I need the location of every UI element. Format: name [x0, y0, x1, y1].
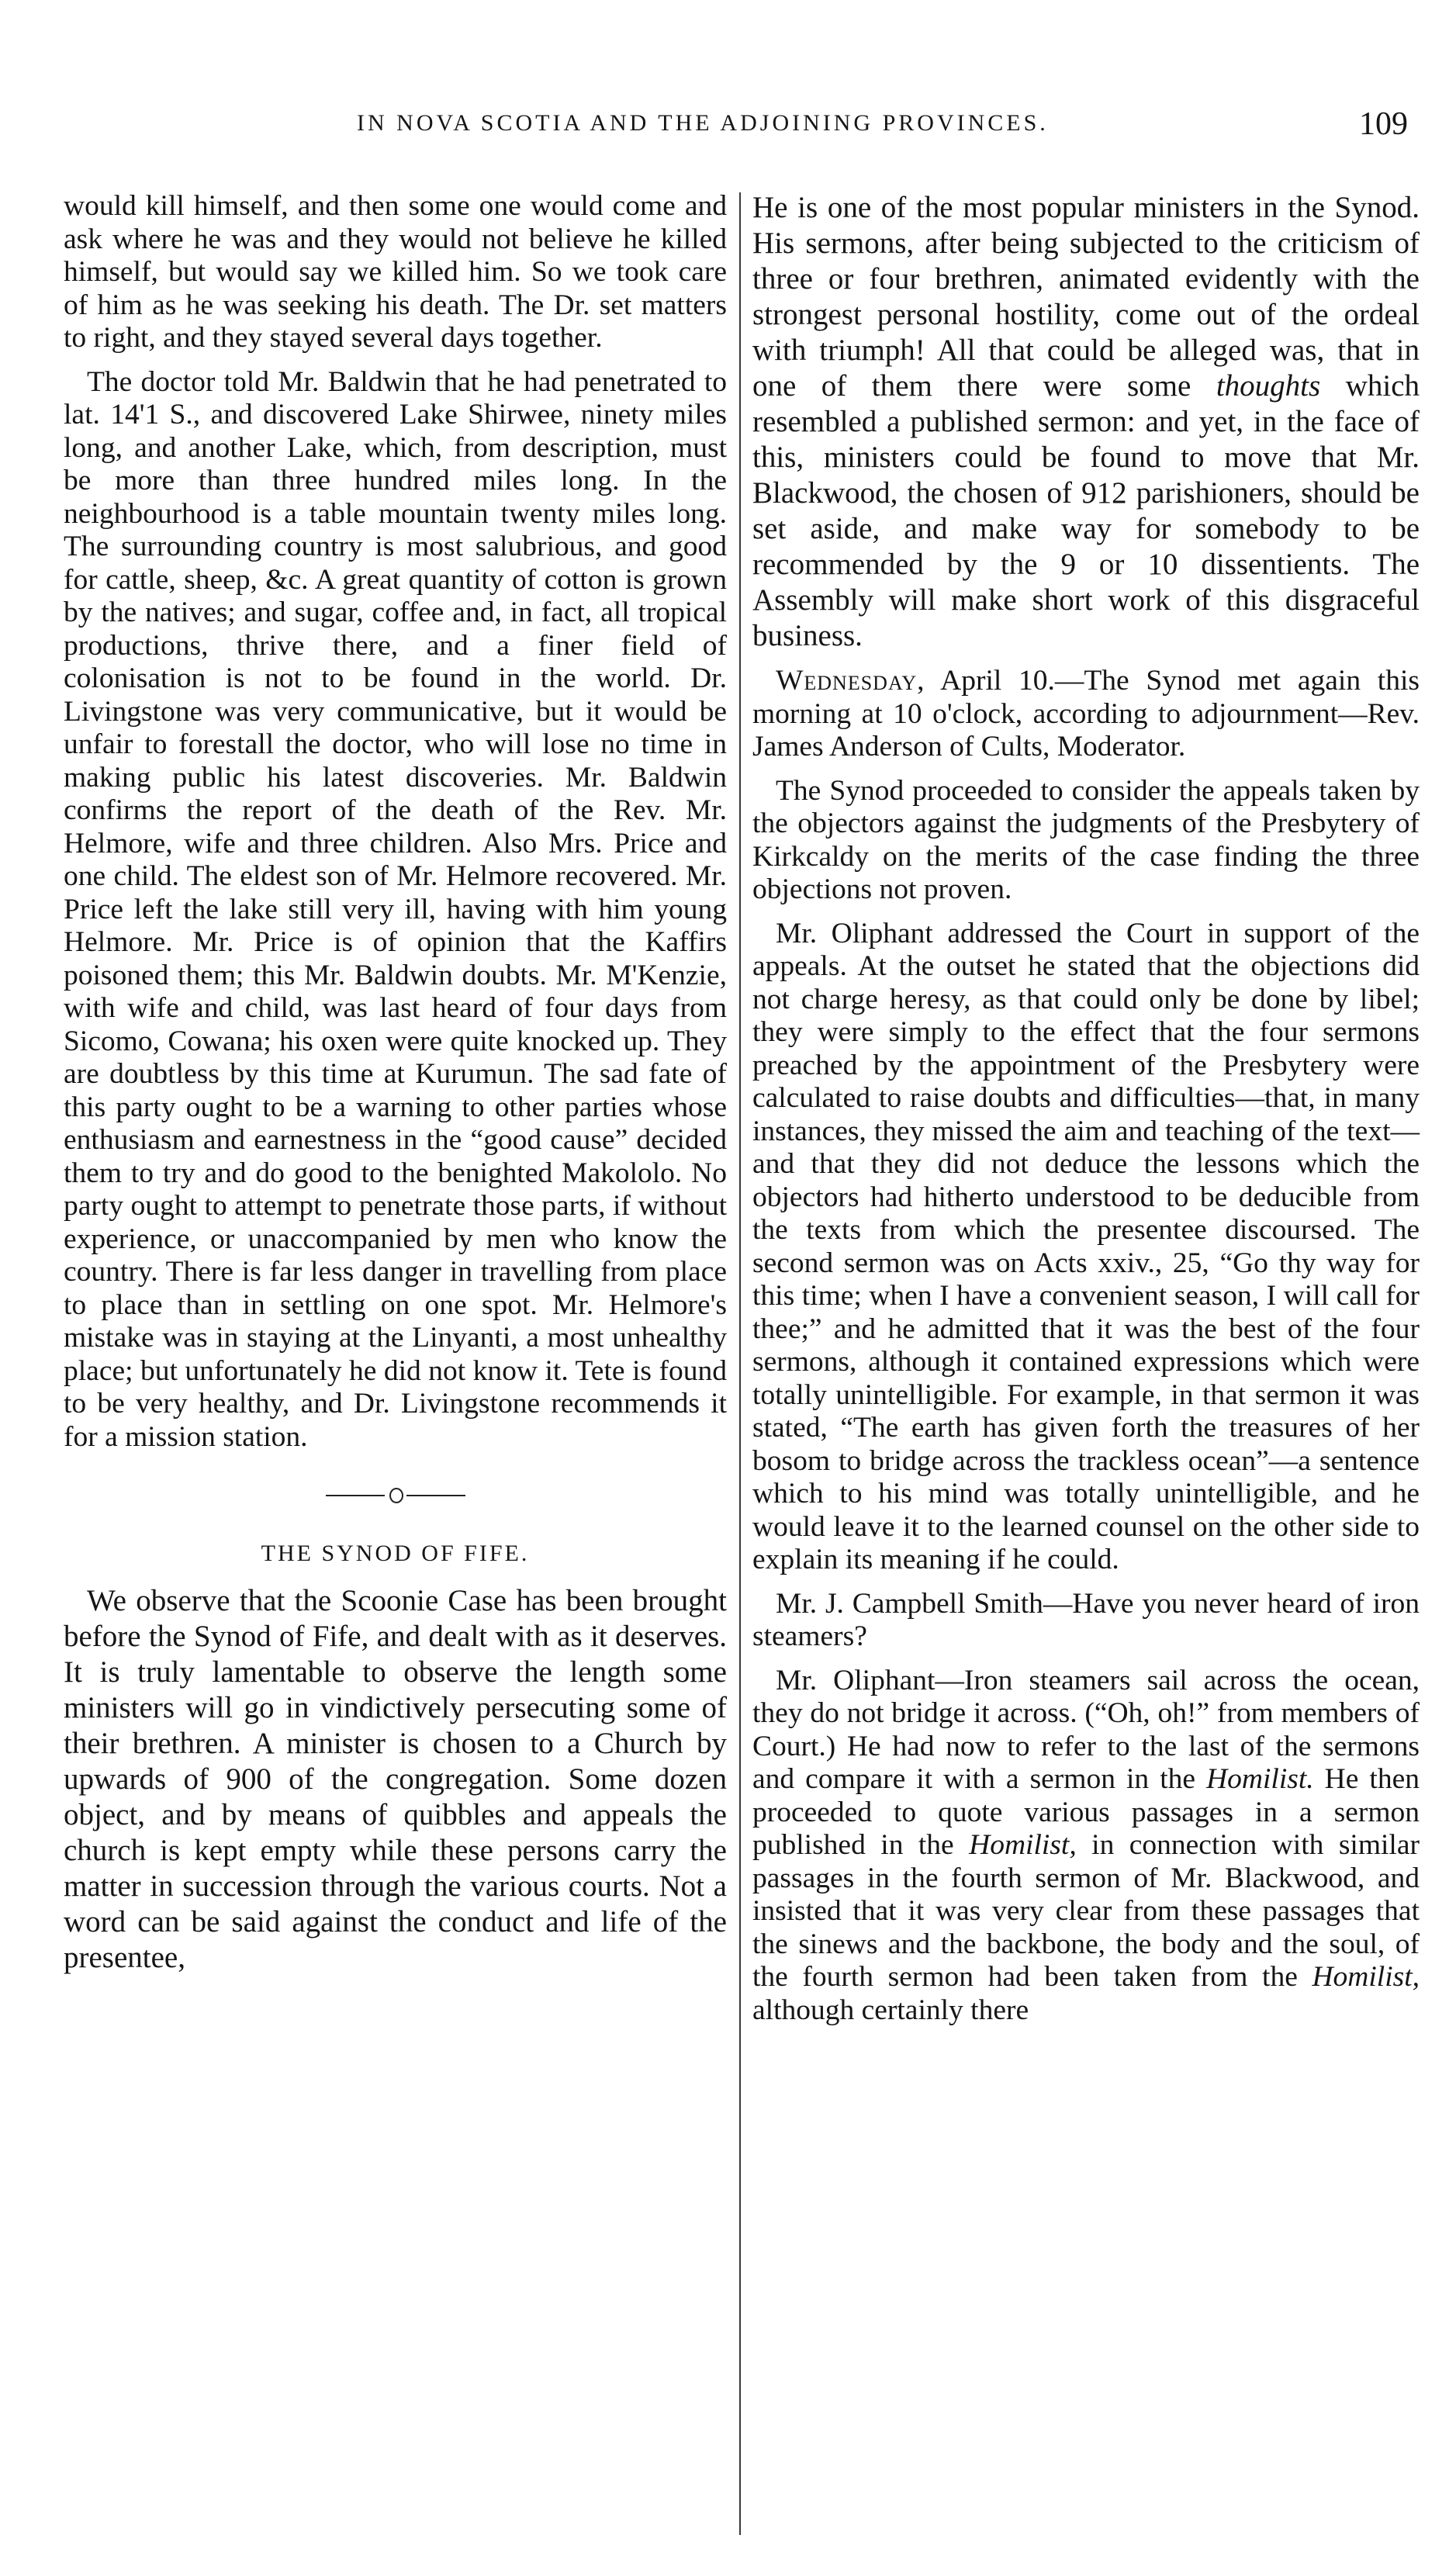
text-run: He is one of the most popular ministers in the Synod. His sermons, after being subjected to the criticism of three or four brethren, animated evidently with the strongest personal hostility, come out of the ordeal with triumph! All that could be alleged was, that in one of them there were some	[752, 191, 1420, 403]
article-paragraph: The doctor told Mr. Baldwin that he had penetrated to lat. 14'1 S., and discovered Lake Shirwee, ninety miles long, and another Lake, which, from description, must be more than three hundred miles long. In the neighbourhood is a table mountain twenty miles long. The surrounding country is most salubrious, and good for cattle, sheep, &c. A great quantity of cotton is grown by the natives; and sugar, coffee and, in fact, all tropical productions, thrive there, and a finer field of colonisation is not to be found in the world. Dr. Livingstone was very communicative, but it would be unfair to forestall the doctor, who will lose no time in making public his latest discoveries. Mr. Baldwin confirms the report of the death of the Rev. Mr. Helmore, wife and three children. Also Mrs. Price and one child. The eldest son of Mr. Helmore recovered. Mr. Price left the lake still very ill, having with him young Helmore. Mr. Price is of opinion that the Kaffirs poisoned them; this Mr. Baldwin doubts. Mr. M'Kenzie, with wife and child, was last heard of four days from Sicomo, Cowana; his oxen were quite knocked up. They are doubtless by this time at Kurumun. The sad fate of this party ought to be a warning to other parties whose enthusiasm and earnestness in the “good cause” decided them to try and do good to the benighted Makololo. No party ought to attempt to penetrate those parts, if without experience, or unaccompanied by men who know the country. There is far less danger in travelling from place to place than in settling on one spot. Mr. Helmore's mistake was in staying at the Linyanti, a most unhealthy place; but unfortunately he did not know it. Tete is found to be very healthy, and Dr. Livingstone recommends it for a mission station.	[64, 365, 727, 1453]
separator-rule	[326, 1495, 385, 1496]
article-paragraph: The Synod proceeded to consider the appeals taken by the objectors against the judgments of the Presbytery of Kirkcaldy on the merits of the case finding the three objections not proven.	[752, 774, 1420, 905]
text-run: Mr. Oliphant—Iron steamers sail across the ocean, they do not bridge it across. (“Oh, oh!” from members of Court.) He had now to refer to the last of the sermons and compare it with a sermon in the	[752, 1664, 1420, 1795]
date-heading: Wednesday,	[776, 665, 925, 697]
article-paragraph	[752, 1665, 1420, 2028]
separator-rule	[406, 1495, 465, 1496]
italic-text: thoughts	[1216, 369, 1321, 403]
section-separator	[326, 1486, 465, 1505]
article-paragraph	[752, 190, 1420, 654]
text-run: although certainly there	[752, 1994, 1029, 2026]
article-paragraph: We observe that the Scoonie Case has been brought before the Synod of Fife, and dealt with as it deserves. It is truly lamentable to observe the length some ministers will go in vindictively persecuting some of their brethren. A minister is chosen to a Church by upwards of 900 of the congregation. Some dozen object, and by means of quibbles and appeals the church is kept empty while these persons carry the matter in succession through the various courts. Not a word can be said against the conduct and life of the presentee,	[64, 1583, 727, 1974]
running-head	[0, 106, 1456, 157]
italic-text: Homilist,	[969, 1829, 1077, 1861]
section-heading: THE SYNOD OF FIFE.	[261, 1541, 530, 1566]
italic-text: Homilist,	[1312, 1961, 1420, 1993]
article-paragraph	[752, 665, 1420, 764]
text-run: in connection with similar passages in the fourth sermon of Mr. Blackwood, and insisted that it was very clear from these passages that the sinews and the backbone, the body and the soul, of the fourth sermon had been taken from the	[752, 1829, 1420, 1993]
page-number: 109	[1359, 106, 1408, 142]
text-run: April 10.—The Synod met again this morning at 10 o'clock, according to adjournment—Rev. James Anderson of Cults, Moderator.	[752, 665, 1420, 763]
article-paragraph: Mr. J. Campbell Smith—Have you never heard of iron steamers?	[752, 1587, 1420, 1652]
text-run: He then proceeded to quote various passages in a sermon published in the	[752, 1763, 1420, 1861]
italic-text: Homilist.	[1206, 1763, 1314, 1795]
article-paragraph: Mr. Oliphant addressed the Court in support of the appeals. At the outset he stated that the objections did not charge heresy, as that could only be done by libel; they were simply to the effect that the four sermons preached by the appointment of the Presbytery were calculated to raise doubts and difficulties—that, in many instances, they missed the aim and teaching of the text—and that they did not deduce the lessons which the objectors had hitherto understood to be deducible from the texts from which the presentee discoursed. The second sermon was on Acts xxiv., 25, “Go thy way for this time; when I have a convenient season, I will call for thee;” and he admitted that it was the best of the four sermons, although it contained expressions which were totally unintelligible. For example, in that sermon it was stated, “The earth has given forth the treasures of her bosom to bridge across the trackless ocean”—a sentence which to his mind was totally unintelligible, and he would leave it to the learned counsel on the other side to explain its meaning if he could.	[752, 917, 1420, 1575]
column-divider	[739, 192, 741, 2535]
left-column	[64, 190, 727, 1987]
separator-ornament	[389, 1488, 403, 1503]
article-paragraph: would kill himself, and then some one would come and ask where he was and they would not believe he killed himself, but would say we killed him. So we took care of him as he was seeking his death. The Dr. set matters to right, and they stayed several days together.	[64, 190, 727, 354]
text-run: which resembled a published sermon: and yet, in the face of this, ministers could be found to move that Mr. Blackwood, the chosen of 912 parishioners, should be set aside, and make way for somebody to be recommended by the 9 or 10 dissentients. The Assembly will make short work of this disgraceful business.	[752, 369, 1420, 652]
running-title: IN NOVA SCOTIA AND THE ADJOINING PROVINCES.	[357, 110, 1049, 136]
right-column	[752, 190, 1420, 2038]
